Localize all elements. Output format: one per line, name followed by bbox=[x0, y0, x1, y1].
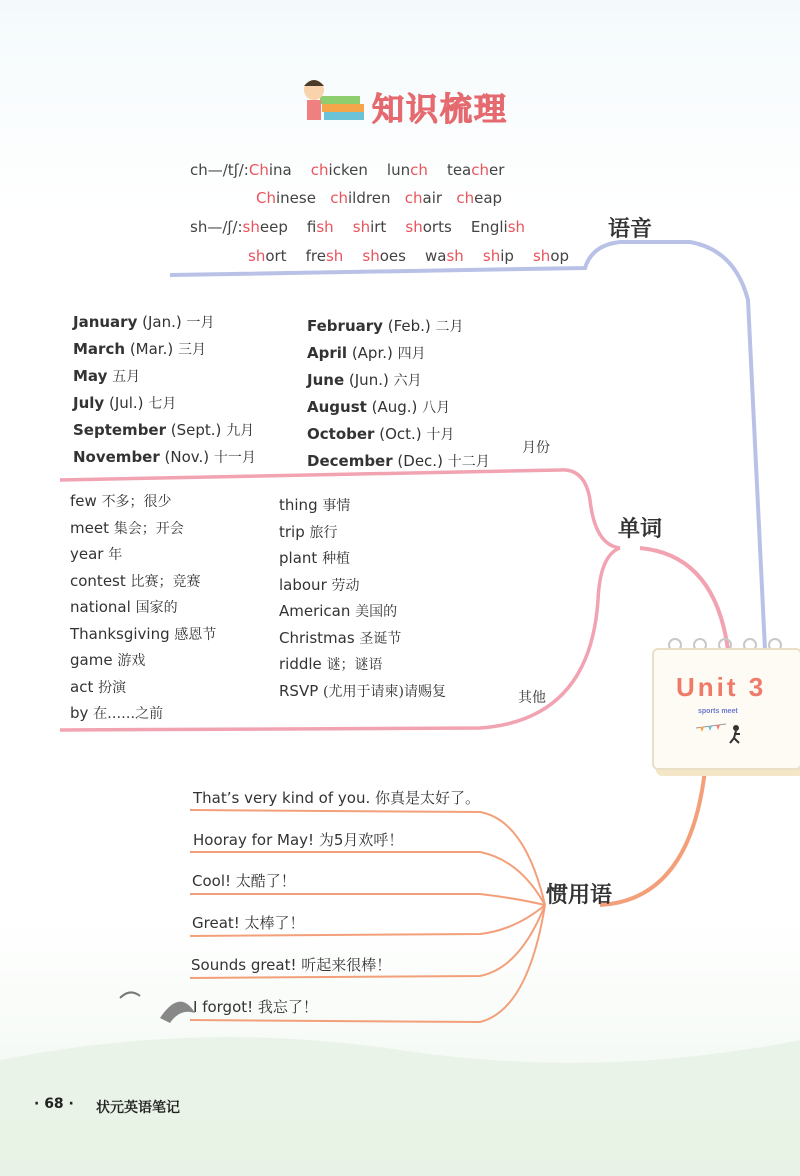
month-item: May 五月 bbox=[73, 367, 141, 385]
sub-branch-others: 其他 bbox=[518, 690, 546, 706]
month-item: November (Nov.) 十一月 bbox=[73, 448, 256, 466]
idiom-item: Cool! 太酷了！ bbox=[192, 872, 296, 890]
month-item: December (Dec.) 十二月 bbox=[307, 452, 490, 470]
month-item: June (Jun.) 六月 bbox=[307, 371, 422, 389]
others-left-column bbox=[70, 491, 216, 730]
sh-prefix: sh—/ʃ/: bbox=[190, 218, 243, 236]
idiom-item: That’s very kind of you. 你真是太好了。 bbox=[193, 789, 480, 807]
word-item: year 年 bbox=[70, 545, 123, 563]
page-title: 知识梳理 bbox=[372, 90, 509, 128]
month-item: September (Sept.) 九月 bbox=[73, 421, 255, 439]
phonics-line-2: Chinese children chair cheap bbox=[256, 189, 503, 207]
branch-idioms: 惯用语 bbox=[546, 883, 613, 908]
month-item: January (Jan.) 一月 bbox=[73, 313, 215, 331]
sub-branch-months: 月份 bbox=[522, 440, 550, 456]
idiom-item: Hooray for May! 为5月欢呼！ bbox=[193, 831, 404, 849]
month-item: August (Aug.) 八月 bbox=[307, 398, 451, 416]
word-item: thing 事情 bbox=[279, 496, 351, 514]
word-item: meet 集会；开会 bbox=[70, 518, 184, 537]
bird-icon bbox=[110, 978, 200, 1032]
month-item: April (Apr.) 四月 bbox=[307, 344, 426, 362]
phonics-line-4: short fresh shoes wash ship shop bbox=[248, 247, 570, 265]
month-item: July (Jul.) 七月 bbox=[73, 394, 177, 412]
months-left-column bbox=[73, 312, 256, 474]
header-mascot-icon bbox=[300, 74, 366, 126]
phonics-line-1: ch—/tʃ/:China chicken lunch teacher bbox=[190, 161, 505, 179]
phonics-line-3: sh—/ʃ/:sheep fish shirt shorts English bbox=[190, 218, 526, 236]
runner-icon bbox=[696, 722, 748, 748]
others-right-column bbox=[279, 495, 446, 707]
idiom-item: Sounds great! 听起来很棒！ bbox=[191, 956, 392, 974]
word-item: plant 种植 bbox=[279, 549, 351, 567]
idiom-item: Great! 太棒了！ bbox=[192, 914, 305, 932]
word-item: trip 旅行 bbox=[279, 522, 338, 541]
unit-title: Unit 3 bbox=[676, 672, 767, 702]
month-item: October (Oct.) 十月 bbox=[307, 425, 455, 443]
word-item: Christmas 圣诞节 bbox=[279, 628, 402, 647]
months-right-column bbox=[307, 316, 490, 478]
word-item: by 在……之前 bbox=[70, 704, 164, 722]
word-item: labour 劳动 bbox=[279, 575, 360, 594]
branch-phonics: 语音 bbox=[608, 217, 653, 242]
ch-prefix: ch—/tʃ/: bbox=[190, 161, 249, 179]
word-item: Thanksgiving 感恩节 bbox=[70, 624, 217, 643]
month-item: February (Feb.) 二月 bbox=[307, 317, 464, 335]
word-item: American 美国的 bbox=[279, 602, 398, 620]
branch-words: 单词 bbox=[618, 517, 663, 542]
word-item: few 不多；很少 bbox=[70, 492, 172, 510]
word-item: contest 比赛；竞赛 bbox=[70, 571, 201, 590]
word-item: game 游戏 bbox=[70, 651, 146, 669]
idiom-item: I forgot! 我忘了！ bbox=[193, 998, 318, 1016]
word-item: RSVP (尤用于请柬)请赐复 bbox=[279, 681, 446, 700]
unit-subtitle: sports meet bbox=[698, 708, 738, 715]
book-name: 状元英语笔记 bbox=[96, 1100, 180, 1116]
page-number: · 68 · bbox=[34, 1096, 74, 1112]
word-item: riddle 谜；谜语 bbox=[279, 655, 383, 673]
word-item: national 国家的 bbox=[70, 598, 178, 616]
month-item: March (Mar.) 三月 bbox=[73, 340, 206, 358]
word-item: act 扮演 bbox=[70, 677, 127, 696]
